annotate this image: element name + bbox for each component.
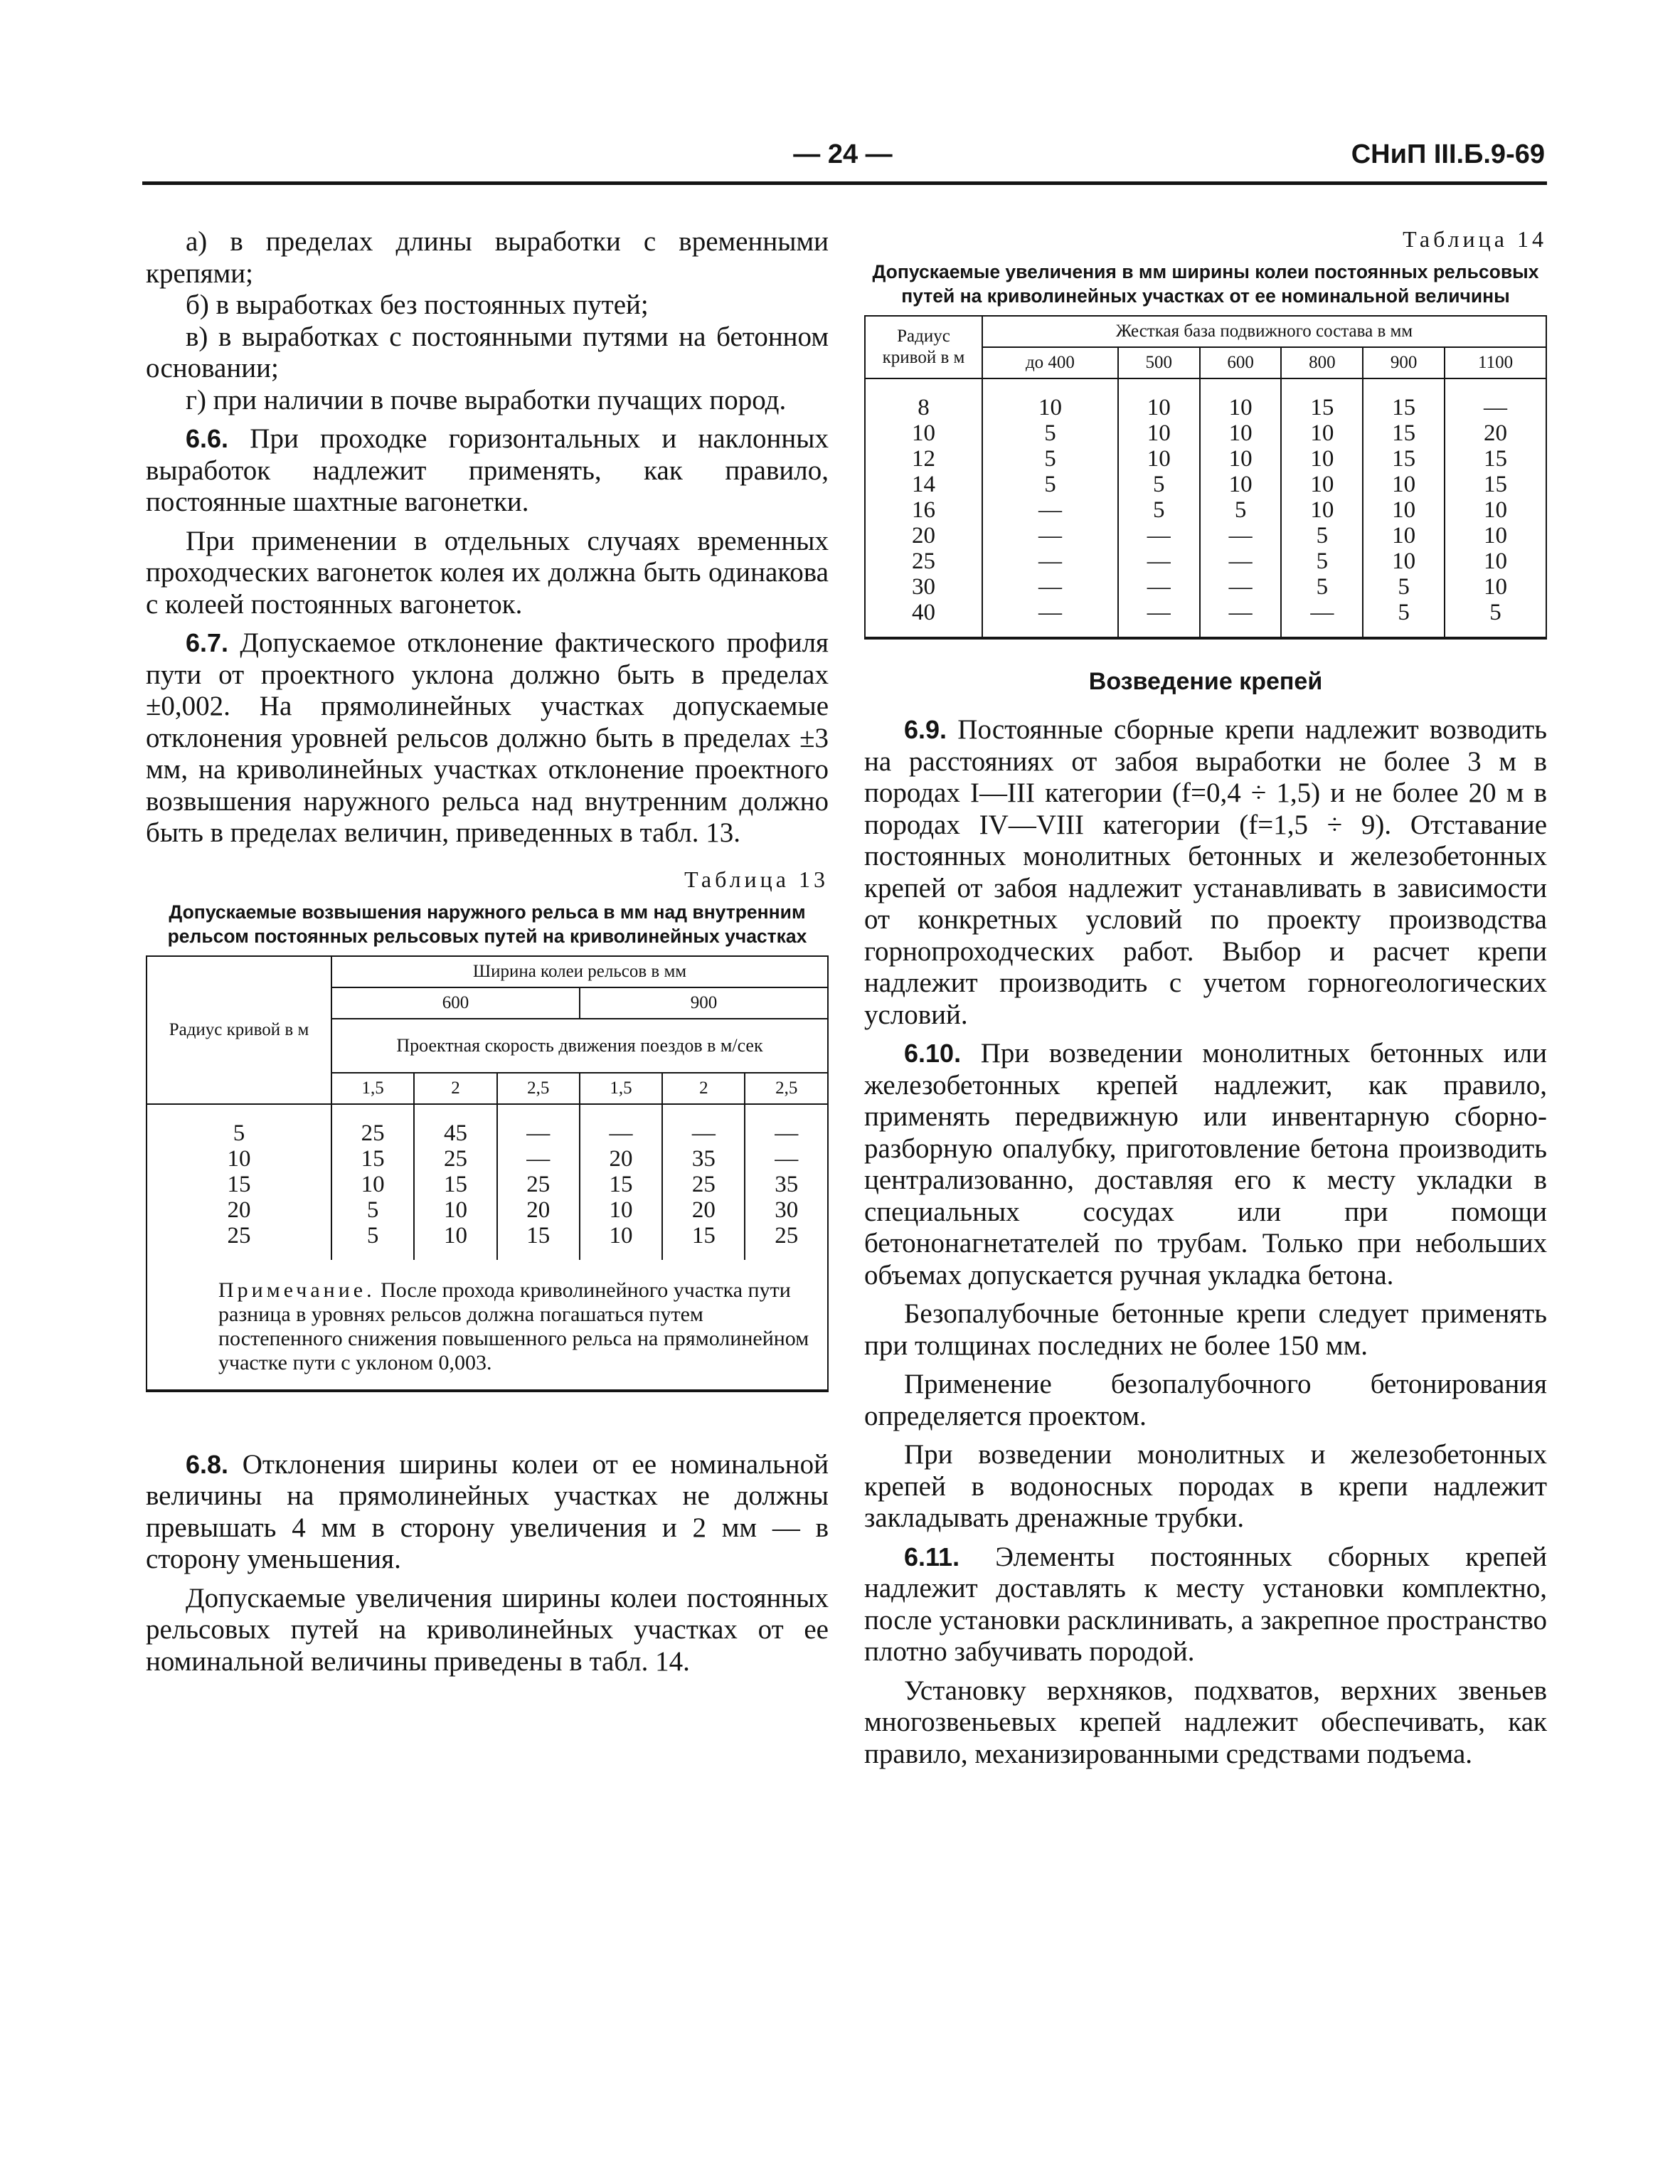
- cell: —: [1200, 523, 1282, 548]
- clause-6-10: [864, 1038, 1547, 1291]
- cell: 30: [865, 574, 982, 600]
- table-13-gauge-600: 600: [331, 987, 580, 1019]
- cell: —: [497, 1146, 580, 1172]
- cell: 10: [1281, 420, 1363, 446]
- cell: 8: [865, 378, 982, 420]
- list-item-b: б) в выработках без постоянных путей;: [186, 290, 649, 320]
- table-row: [865, 548, 1546, 574]
- paragraph-formless-project: Применение безопалубочного бетонирования определяется проектом.: [864, 1369, 1547, 1431]
- table-13-note: [147, 1260, 828, 1391]
- table-14-head-radius: Радиус кривой в м: [865, 316, 982, 378]
- cell: —: [1200, 548, 1282, 574]
- cell: 25: [414, 1146, 496, 1172]
- clause-number: 6.10.: [904, 1039, 962, 1068]
- clause-text: При проходке горизонтальных и наклонных выработок надлежит применять, как правило, постоянные шахтные вагонетки.: [146, 423, 829, 517]
- paragraph-mechanized: Установку верхняков, подхватов, верхних звеньев многозвеньевых крепей надлежит обеспечивать, как правило, механизированными средствами подъема.: [864, 1675, 1547, 1769]
- cell: —: [982, 497, 1118, 523]
- right-column: [864, 226, 1547, 1777]
- table-row: [865, 574, 1546, 600]
- clause-number: 6.6.: [186, 424, 229, 453]
- clause-number: 6.7.: [186, 628, 229, 657]
- clause-text: Отклонения ширины колеи от ее номинальной величины на прямолинейных участках не должны превышать 4 мм в сторону увеличения и 2 мм — в сторону уменьшения.: [146, 1448, 829, 1574]
- table-row: [865, 446, 1546, 472]
- cell: 10: [1363, 523, 1445, 548]
- cell: —: [745, 1104, 828, 1146]
- cell: 10: [865, 420, 982, 446]
- table-row: [865, 497, 1546, 523]
- cell: 25: [662, 1172, 745, 1197]
- cell: 15: [1281, 378, 1363, 420]
- cell: 10: [1445, 523, 1546, 548]
- cell: 5: [982, 472, 1118, 497]
- cell: 20: [1445, 420, 1546, 446]
- cell: 40: [865, 600, 982, 638]
- table-13-gauge-900: 900: [580, 987, 828, 1019]
- clause-number: 6.8.: [186, 1449, 229, 1479]
- cell: 15: [1363, 446, 1445, 472]
- clause-text: Допускаемое отклонение фактического профиля пути от проектного уклона должно быть в пределах ±0,002. На прямолинейных участках допускаемые отклонения уровней рельсов должно быть в пределах ±3 мм, на криволинейных участках отклонение проектного возвышения наружного рельса над внутренним должно быть в пределах величин, приведенных в табл. 13.: [146, 627, 829, 848]
- cell: 15: [1445, 472, 1546, 497]
- cell: 10: [1118, 420, 1200, 446]
- cell: 10: [1445, 497, 1546, 523]
- cell: 15: [1363, 420, 1445, 446]
- table-row: [865, 523, 1546, 548]
- cell: 10: [1118, 446, 1200, 472]
- cell: —: [1118, 600, 1200, 638]
- cell: 15: [580, 1172, 662, 1197]
- speed-header: 2,5: [745, 1073, 828, 1104]
- cell: 20: [147, 1197, 331, 1223]
- cell: —: [1118, 523, 1200, 548]
- cell: 25: [147, 1223, 331, 1260]
- cell: 10: [580, 1197, 662, 1223]
- cell: 12: [865, 446, 982, 472]
- cell: 35: [745, 1172, 828, 1197]
- table-row: [865, 472, 1546, 497]
- clause-6-11: [864, 1542, 1547, 1668]
- header-rule: [142, 181, 1547, 185]
- cell: 5: [982, 420, 1118, 446]
- clause-text: Элементы постоянных сборных крепей надлежит доставлять к месту установки комплектно, после установки расклинивать, а закрепное пространство плотно забучивать породой.: [864, 1541, 1548, 1667]
- paragraph-temporary-wagons: При применении в отдельных случаях временных проходческих вагонеток колея их должна быть одинакова с колеей постоянных вагонеток.: [146, 525, 829, 620]
- cell: —: [982, 548, 1118, 574]
- section-title: Возведение крепей: [1088, 668, 1323, 695]
- cell: 30: [745, 1197, 828, 1223]
- speed-header: 2,5: [497, 1073, 580, 1104]
- table-row: [147, 1197, 828, 1223]
- speed-header: 1,5: [331, 1073, 414, 1104]
- cell: 10: [1363, 472, 1445, 497]
- cell: —: [1118, 548, 1200, 574]
- table-row: [147, 1223, 828, 1260]
- clause-6-7: [146, 627, 829, 849]
- cell: —: [1200, 574, 1282, 600]
- cell: 5: [982, 446, 1118, 472]
- cell: 14: [865, 472, 982, 497]
- table-row: [147, 1104, 828, 1146]
- cell: —: [982, 600, 1118, 638]
- table-14-label: Таблица 14: [1403, 226, 1547, 252]
- cell: 10: [1118, 378, 1200, 420]
- cell: —: [1118, 574, 1200, 600]
- speed-header: 2: [414, 1073, 496, 1104]
- cell: 10: [1200, 378, 1282, 420]
- clause-6-8: [146, 1449, 829, 1576]
- cell: 20: [865, 523, 982, 548]
- cell: 15: [414, 1172, 496, 1197]
- cell: 15: [1445, 446, 1546, 472]
- cell: 15: [1363, 378, 1445, 420]
- cell: 10: [580, 1223, 662, 1260]
- table-row: [865, 378, 1546, 420]
- cell: 45: [414, 1104, 496, 1146]
- speed-header: 2: [662, 1073, 745, 1104]
- table-13-head-radius: Радиус кривой в м: [147, 956, 331, 1104]
- paragraph-table-14-ref: Допускаемые увеличения ширины колеи постоянных рельсовых путей на криволинейных участках от ее номинальной величины приведены в табл. 14.: [146, 1582, 829, 1677]
- cell: 10: [1200, 420, 1282, 446]
- cell: 25: [745, 1223, 828, 1260]
- table-14: [864, 315, 1547, 640]
- cell: 10: [1445, 548, 1546, 574]
- table-14-caption: Допускаемые увеличения в мм ширины колеи постоянных рельсовых путей на криволинейных участках от ее номинальной величины: [872, 261, 1539, 307]
- cell: 16: [865, 497, 982, 523]
- cell: 5: [1281, 548, 1363, 574]
- note-text: После прохода криволинейного участка пути разница в уровнях рельсов должна погашаться путем постепенного снижения повышенного рельса на прямолинейном участке пути с уклоном 0,003.: [218, 1278, 809, 1374]
- table-13-caption: Допускаемые возвышения наружного рельса в мм над внутренним рельсом постоянных рельсовых путей на криволинейных участках: [167, 901, 807, 947]
- table-row: [865, 600, 1546, 638]
- cell: 20: [662, 1197, 745, 1223]
- cell: 5: [331, 1223, 414, 1260]
- clause-number: 6.11.: [904, 1542, 960, 1571]
- cell: 5: [1118, 472, 1200, 497]
- cell: —: [497, 1104, 580, 1146]
- cell: —: [982, 574, 1118, 600]
- cell: 10: [1363, 548, 1445, 574]
- cell: 25: [865, 548, 982, 574]
- base-header: 800: [1281, 347, 1363, 378]
- table-13-label: Таблица 13: [684, 866, 829, 892]
- cell: 15: [497, 1223, 580, 1260]
- cell: —: [982, 523, 1118, 548]
- cell: 5: [1281, 574, 1363, 600]
- cell: 20: [497, 1197, 580, 1223]
- cell: 5: [1363, 600, 1445, 638]
- base-header: 600: [1200, 347, 1282, 378]
- cell: —: [745, 1146, 828, 1172]
- cell: 10: [1281, 446, 1363, 472]
- cell: —: [580, 1104, 662, 1146]
- cell: —: [662, 1104, 745, 1146]
- clause-text: Постоянные сборные крепи надлежит возводить на расстояниях от забоя выработки не более 3 м в породах I—III категории (f=0,4 ÷ 1,5) и не более 20 м в породах IV—VIII категории (f=1,5 ÷ 9). Отставание постоянных монолитных бетонных и железобетонных крепей от забоя надлежит устанавливать в зависимости от конкретных условий по проекту производства горнопроходческих работ. Выбор и расчет крепи надлежит производить с учетом горногеологических условий.: [864, 714, 1548, 1030]
- cell: 5: [1281, 523, 1363, 548]
- base-header: 900: [1363, 347, 1445, 378]
- cell: 10: [1363, 497, 1445, 523]
- speed-header: 1,5: [580, 1073, 662, 1104]
- cell: 20: [580, 1146, 662, 1172]
- paragraph-formless: Безопалубочные бетонные крепи следует применять при толщинах последних не более 150 мм.: [864, 1298, 1547, 1361]
- cell: 35: [662, 1146, 745, 1172]
- cell: 10: [1445, 574, 1546, 600]
- cell: 5: [147, 1104, 331, 1146]
- table-13: [146, 955, 829, 1392]
- note-label: Примечание.: [218, 1278, 376, 1302]
- clause-6-6: [146, 423, 829, 519]
- paragraph-drainage: При возведении монолитных и железобетонных крепей в водоносных породах в крепи надлежит закладывать дренажные трубки.: [864, 1439, 1547, 1533]
- table-13-head-width: Ширина колеи рельсов в мм: [331, 956, 828, 987]
- cell: 10: [1281, 497, 1363, 523]
- table-row: [147, 1172, 828, 1197]
- list-item-d: г) при наличии в почве выработки пучащих пород.: [186, 384, 787, 415]
- table-14-head-base: Жесткая база подвижного состава в мм: [982, 316, 1546, 347]
- clause-number: 6.9.: [904, 715, 947, 744]
- cell: —: [1200, 600, 1282, 638]
- table-row: [147, 1146, 828, 1172]
- cell: 10: [331, 1172, 414, 1197]
- cell: 15: [662, 1223, 745, 1260]
- base-header: 1100: [1445, 347, 1546, 378]
- cell: 5: [1363, 574, 1445, 600]
- cell: 25: [497, 1172, 580, 1197]
- table-13-head-speed: Проектная скорость движения поездов в м/сек: [331, 1019, 828, 1073]
- table-row: [865, 420, 1546, 446]
- clause-text: При возведении монолитных бетонных или железобетонных крепей надлежит, как правило, применять передвижную или инвентарную сборно-разборную опалубку, приготовление бетона производить централизованно, доставляя его к месту укладки в специальных сосудах или при помощи бетононагнетателей по трубам. Только при небольших объемах допускается ручная укладка бетона.: [864, 1038, 1547, 1290]
- cell: 10: [414, 1197, 496, 1223]
- left-column: [146, 226, 829, 1685]
- cell: 5: [1200, 497, 1282, 523]
- cell: 10: [1281, 472, 1363, 497]
- clause-6-9: [864, 714, 1547, 1031]
- document-code: СНиП III.Б.9-69: [1351, 139, 1545, 169]
- page-number: — 24 —: [793, 139, 893, 169]
- cell: 5: [331, 1197, 414, 1223]
- list-item-c: в) в выработках с постоянными путями на бетонном основании;: [146, 321, 829, 383]
- cell: 10: [982, 378, 1118, 420]
- cell: —: [1281, 600, 1363, 638]
- cell: 15: [331, 1146, 414, 1172]
- cell: 25: [331, 1104, 414, 1146]
- cell: —: [1445, 378, 1546, 420]
- base-header: до 400: [982, 347, 1118, 378]
- list-item-a: а) в пределах длины выработки с временными крепями;: [146, 226, 829, 289]
- cell: 10: [414, 1223, 496, 1260]
- cell: 15: [147, 1172, 331, 1197]
- cell: 10: [1200, 472, 1282, 497]
- cell: 10: [1200, 446, 1282, 472]
- base-header: 500: [1118, 347, 1200, 378]
- cell: 5: [1118, 497, 1200, 523]
- cell: 5: [1445, 600, 1546, 638]
- cell: 10: [147, 1146, 331, 1172]
